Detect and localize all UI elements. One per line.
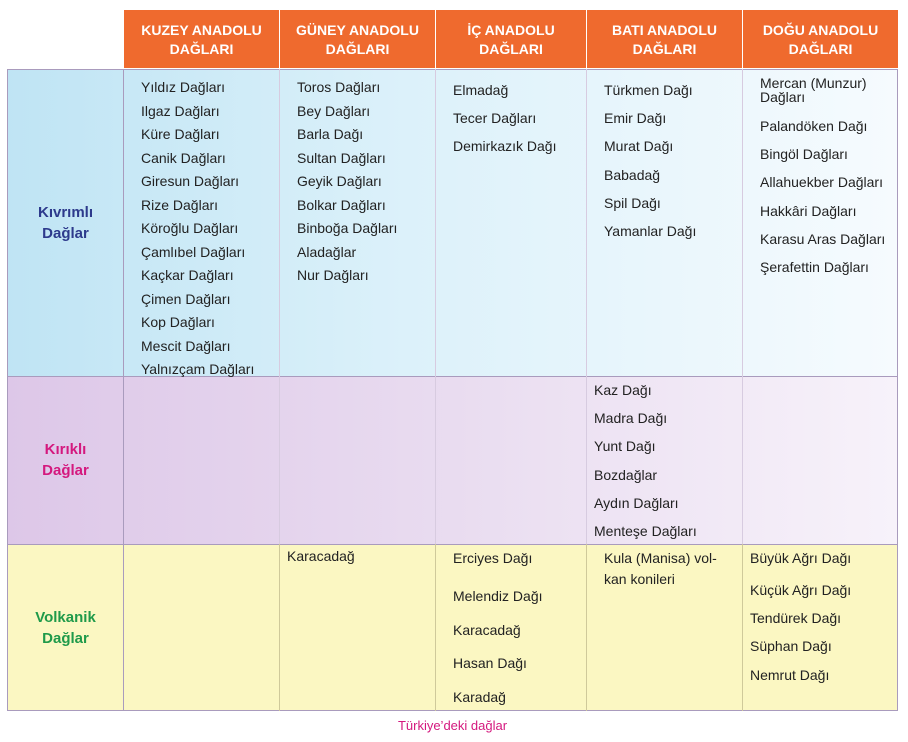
column-divider: [123, 69, 124, 711]
cell-kivrimli-bati: [587, 69, 743, 376]
mountain-list: [750, 548, 897, 689]
list-item: Kop Dağları: [141, 314, 215, 330]
list-item: Kula (Manisa) vol- kan konileri: [604, 550, 717, 587]
header-kuzey-anadolu: KUZEY ANADOLU DAĞLARI: [124, 10, 280, 68]
cell-kirikli-kuzey: [124, 376, 280, 544]
list-item: Murat Dağı: [604, 138, 674, 155]
list-item: Emir Dağı: [604, 110, 667, 127]
mountain-list: [287, 548, 435, 564]
cell-kirikli-bati: [587, 376, 743, 544]
cell-kivrimli-dogu: [743, 69, 898, 376]
list-item: Çimen Dağları: [141, 290, 231, 307]
list-item: Karasu Aras Dağları: [760, 230, 886, 247]
list-item: Karacadağ: [453, 621, 521, 638]
cell-volkanik-dogu: [743, 544, 898, 711]
list-item: Madra Dağı: [594, 410, 668, 427]
list-item: Binboğa Dağları: [297, 220, 398, 236]
list-item: Rize Dağları: [141, 196, 219, 213]
list-item: Canik Dağları: [141, 149, 226, 166]
header-dogu-anadolu: DOĞU ANADOLU DAĞLARI: [743, 10, 898, 68]
list-item: Bozdağlar: [594, 466, 658, 483]
cell-volkanik-guney: [280, 544, 436, 711]
list-item: Erciyes Dağı: [453, 550, 533, 566]
list-item: Karadağ: [453, 688, 506, 705]
list-item: Türkmen Dağı: [604, 82, 693, 98]
list-item: Geyik Dağları: [297, 173, 382, 189]
list-item: Büyük Ağrı Dağı: [750, 550, 852, 566]
cell-kivrimli-kuzey: [124, 69, 280, 376]
mountain-list: [594, 376, 742, 545]
row-label-kivrimli: [7, 69, 124, 376]
cell-volkanik-kuzey: [124, 544, 280, 711]
list-item: Barla Dağı: [297, 126, 364, 142]
mountain-list: [453, 548, 586, 714]
row-label-volkanik: [7, 544, 124, 711]
list-item: Kaz Dağı: [594, 382, 652, 398]
list-item: Köroğlu Dağları: [141, 220, 239, 236]
list-item: Çamlıbel Dağları: [141, 243, 246, 260]
list-item: Yunt Dağı: [594, 438, 656, 455]
mountain-list: [297, 76, 435, 288]
list-item: Süphan Dağı: [750, 638, 832, 655]
list-item: Demirkazık Dağı: [453, 138, 557, 154]
list-item: Allahuekber Dağları: [760, 174, 883, 191]
mountain-list: [760, 75, 897, 281]
mountain-list: [141, 76, 279, 382]
list-item: Babadağ: [604, 166, 661, 183]
list-item: Palandöken Dağı: [760, 118, 868, 134]
list-item: Nur Dağları: [297, 267, 369, 283]
list-item: Küre Dağları: [141, 126, 220, 142]
row-label-kivrimli-text: Kıvrımlı Dağlar: [37, 203, 94, 242]
list-item: Yalnızçam Dağları: [141, 361, 255, 377]
row-label-kirikli: [7, 376, 124, 544]
header-bati-anadolu: BATI ANADOLU DAĞLARI: [587, 10, 743, 68]
list-item: Ilgaz Dağları: [141, 102, 220, 119]
list-item: Kaçkar Dağları: [141, 267, 234, 283]
list-item: Elmadağ: [453, 82, 509, 98]
list-item: Bingöl Dağları: [760, 146, 848, 163]
list-item: Menteşe Dağları: [594, 523, 697, 540]
row-label-kirikli-text: Kırıklı Dağlar: [42, 441, 89, 479]
figure-caption: Türkiye’deki dağlar: [397, 718, 508, 733]
cell-kirikli-guney: [280, 376, 436, 544]
mountain-list: [453, 76, 586, 160]
list-item: Hasan Dağı: [453, 655, 527, 671]
list-item: Mescit Dağları: [141, 337, 231, 354]
list-item: Sultan Dağları: [297, 149, 386, 166]
mountain-list: [604, 76, 742, 245]
cell-volkanik-bati: [587, 544, 743, 711]
header-guney-anadolu: GÜNEY ANADOLU DAĞLARI: [280, 10, 436, 68]
cell-volkanik-ic: [436, 544, 587, 711]
list-item: Şerafettin Dağları: [760, 259, 869, 276]
cell-kivrimli-guney: [280, 69, 436, 376]
list-item: Mercan (Munzur) Dağları: [760, 75, 867, 105]
list-item: Toros Dağları: [297, 79, 381, 95]
list-item: Tendürek Dağı: [750, 610, 842, 627]
cell-kirikli-ic: [436, 376, 587, 544]
list-item: Bey Dağları: [297, 102, 371, 119]
list-item: Giresun Dağları: [141, 173, 240, 189]
list-item: Aladağlar: [297, 243, 357, 260]
list-item: Yamanlar Dağı: [604, 223, 697, 240]
list-item: Spil Dağı: [604, 194, 661, 211]
list-item: Nemrut Dağı: [750, 666, 830, 683]
list-item: Tecer Dağları: [453, 110, 537, 126]
row-label-volkanik-text: Volkanik Dağlar: [35, 608, 96, 647]
list-item: Küçük Ağrı Dağı: [750, 582, 852, 598]
list-item: Yıldız Dağları: [141, 79, 226, 95]
cell-kivrimli-ic: [436, 69, 587, 376]
list-item: Melendiz Dağı: [453, 588, 543, 604]
list-item: Karacadağ: [287, 548, 355, 564]
list-item: Aydın Dağları: [594, 494, 679, 511]
header-ic-anadolu: İÇ ANADOLU DAĞLARI: [436, 10, 587, 68]
list-item: Hakkâri Dağları: [760, 202, 857, 219]
list-item: Bolkar Dağları: [297, 196, 386, 213]
cell-kirikli-dogu: [743, 376, 898, 544]
